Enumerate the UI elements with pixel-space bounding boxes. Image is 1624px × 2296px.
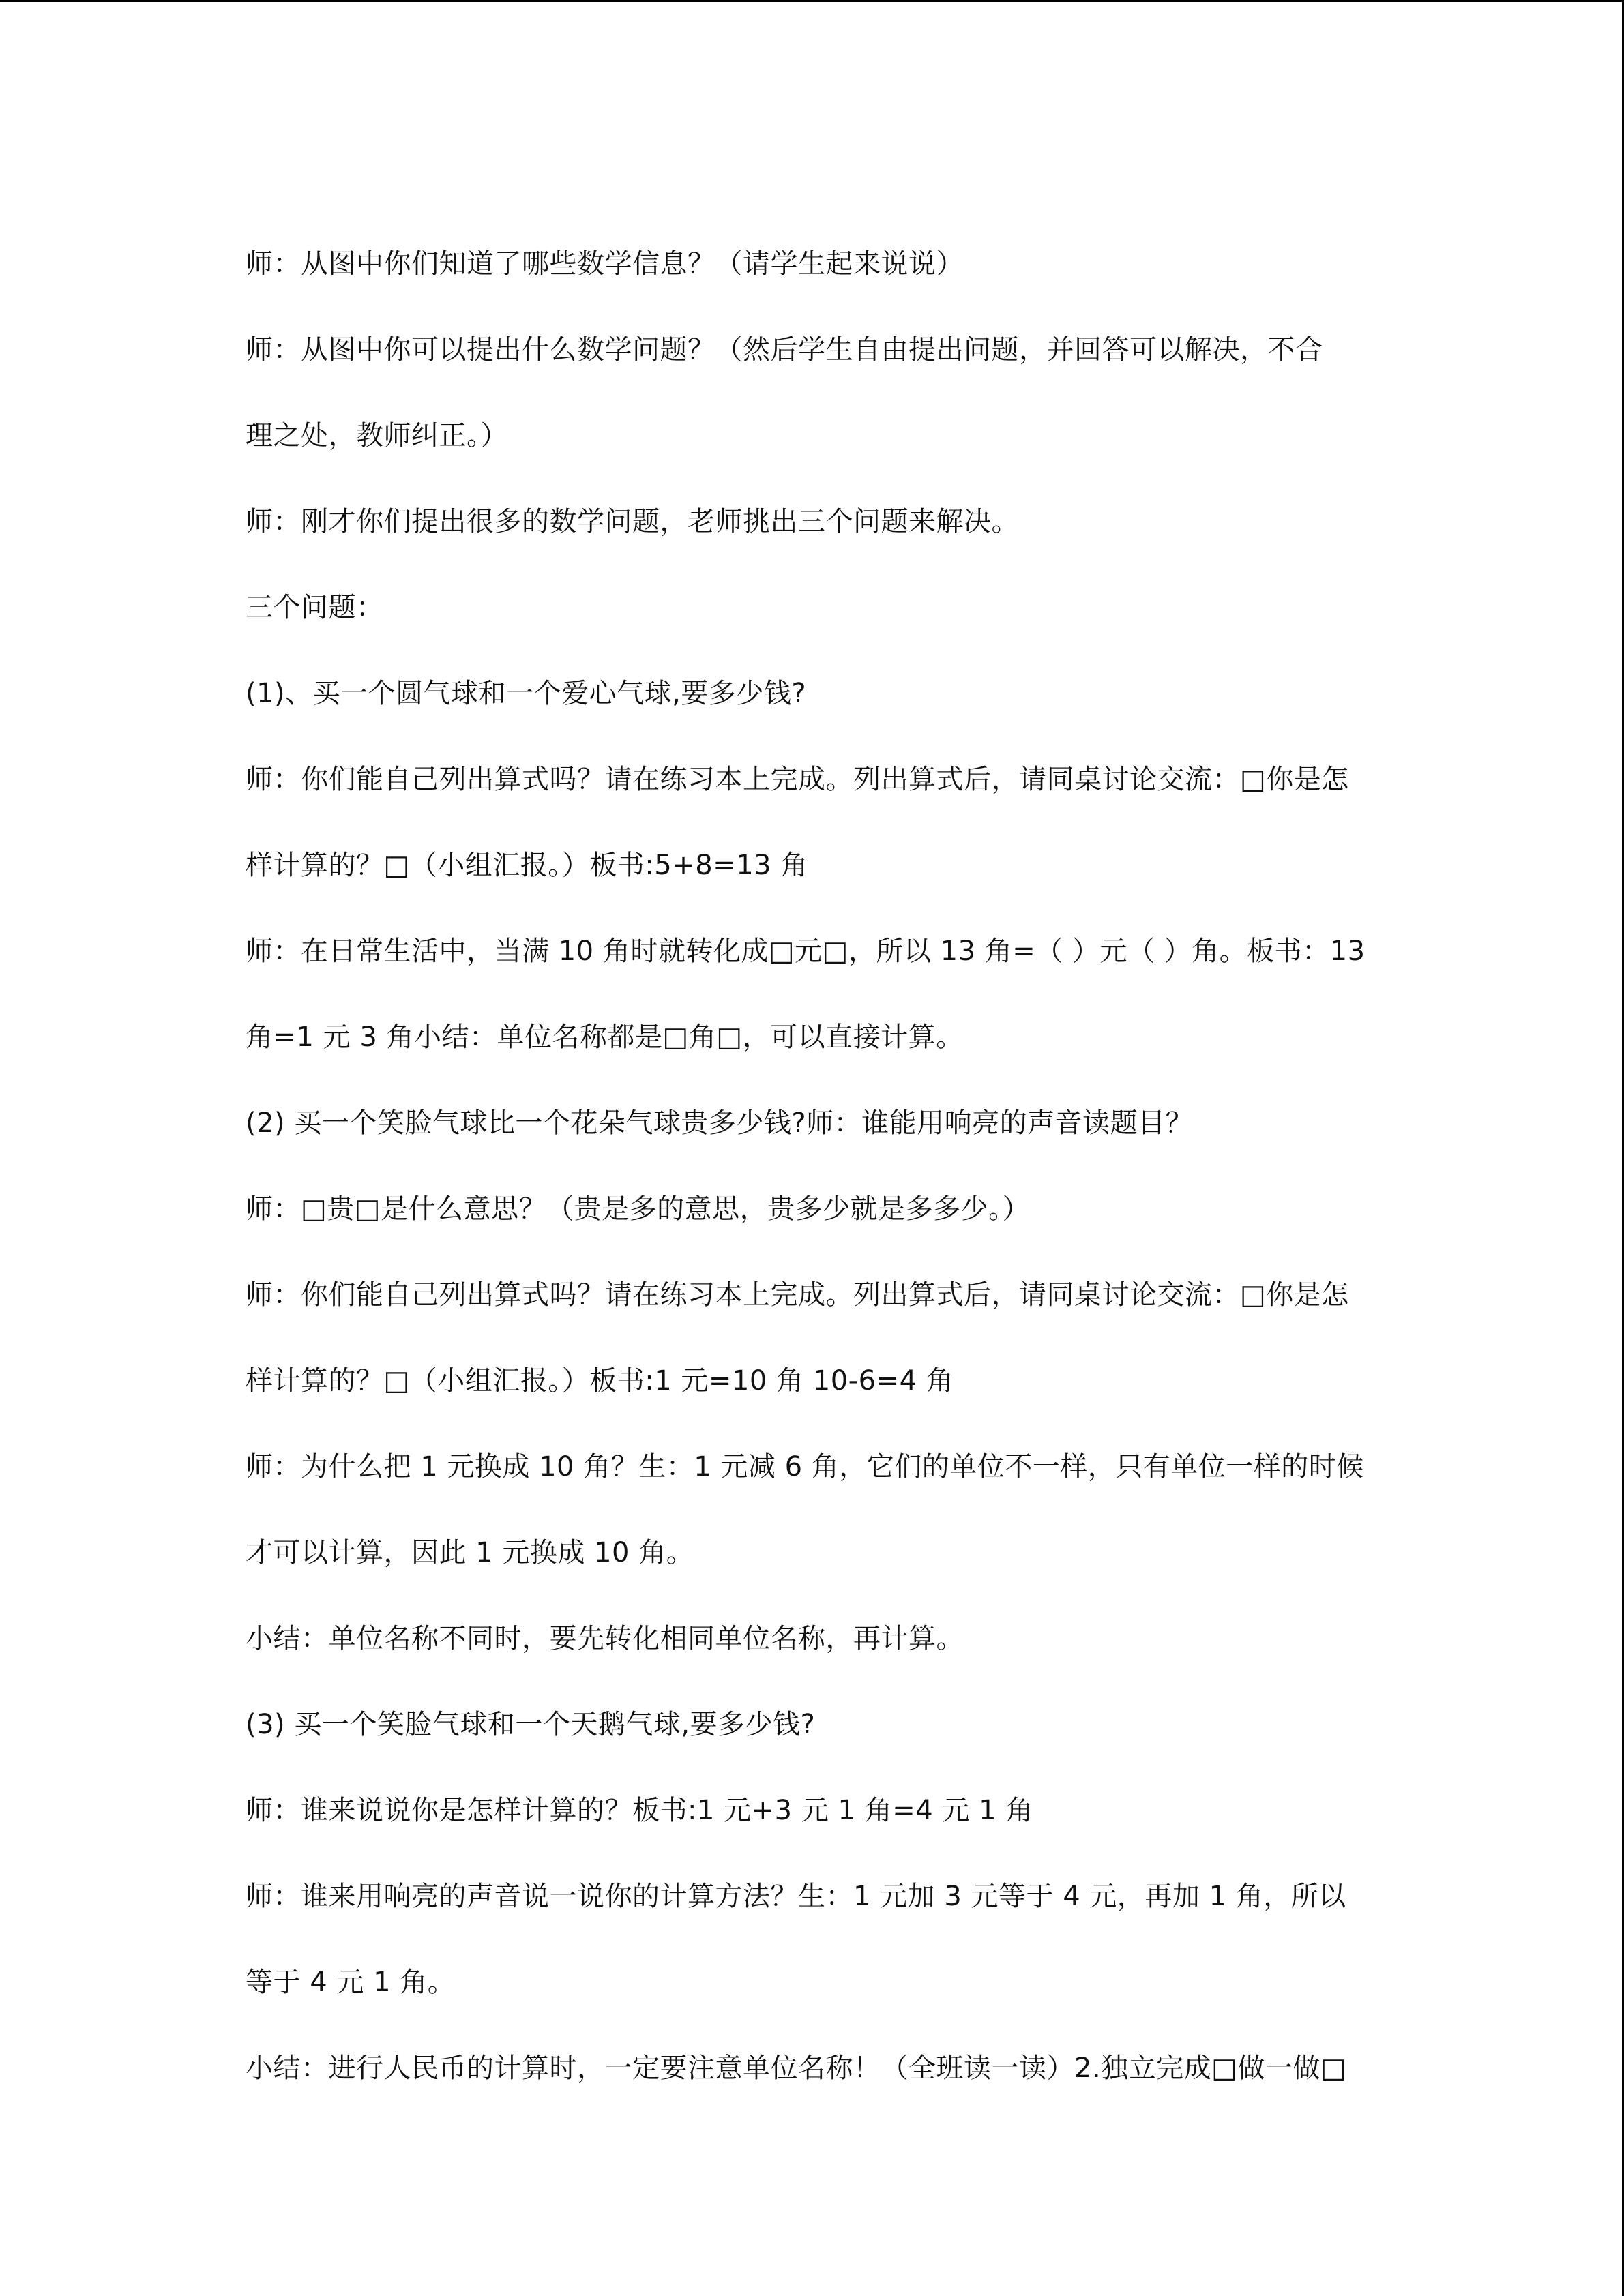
text-line: 小结：进行人民币的计算时，一定要注意单位名称！（全班读一读）2.独立完成□做一做□ bbox=[246, 2053, 1347, 2084]
text-line: 师：在日常生活中，当满 10 角时就转化成□元□，所以 13 角=（ ）元（ ）角。板书：13 bbox=[246, 936, 1365, 967]
text-line: 小结：单位名称不同时，要先转化相同单位名称，再计算。 bbox=[246, 1623, 964, 1654]
question-1-heading: (1)、买一个圆气球和一个爱心气球,要多少钱? bbox=[246, 678, 807, 709]
text-line: 等于 4 元 1 角。 bbox=[246, 1967, 456, 1998]
text-line: 样计算的？□（小组汇报。）板书:1 元=10 角 10-6=4 角 bbox=[246, 1365, 954, 1397]
text-line: 才可以计算，因此 1 元换成 10 角。 bbox=[246, 1537, 694, 1568]
text-line: 理之处，教师纠正。） bbox=[246, 420, 508, 451]
text-line: 师：谁来说说你是怎样计算的？板书:1 元+3 元 1 角=4 元 1 角 bbox=[246, 1795, 1033, 1826]
question-2-heading: (2) 买一个笑脸气球比一个花朵气球贵多少钱?师：谁能用响亮的声音读题目？ bbox=[246, 1107, 1194, 1139]
text-line: 师：从图中你们知道了哪些数学信息？（请学生起来说说） bbox=[246, 248, 964, 280]
text-line: 师：为什么把 1 元换成 10 角？生：1 元减 6 角，它们的单位不一样，只有单位一样的时候 bbox=[246, 1451, 1364, 1482]
text-line: 师：谁来用响亮的声音说一说你的计算方法？生：1 元加 3 元等于 4 元，再加 1 角，所以 bbox=[246, 1881, 1346, 1912]
text-line: 角=1 元 3 角小结：单位名称都是□角□，可以直接计算。 bbox=[246, 1022, 964, 1053]
text-line: 三个问题： bbox=[246, 592, 384, 623]
text-line: 师：从图中你可以提出什么数学问题？（然后学生自由提出问题，并回答可以解决，不合 bbox=[246, 334, 1323, 366]
page-top-border bbox=[0, 0, 1624, 2]
text-line: 师：你们能自己列出算式吗？请在练习本上完成。列出算式后，请同桌讨论交流：□你是怎 bbox=[246, 1279, 1349, 1311]
document-body bbox=[246, 242, 1378, 2132]
text-line: 师：刚才你们提出很多的数学问题，老师挑出三个问题来解决。 bbox=[246, 506, 1019, 537]
text-line: 师：□贵□是什么意思？（贵是多的意思，贵多少就是多多少。） bbox=[246, 1193, 1031, 1225]
question-3-heading: (3) 买一个笑脸气球和一个天鹅气球,要多少钱? bbox=[246, 1709, 816, 1740]
text-line: 样计算的？□（小组汇报。）板书:5+8=13 角 bbox=[246, 850, 808, 881]
text-line: 师：你们能自己列出算式吗？请在练习本上完成。列出算式后，请同桌讨论交流：□你是怎 bbox=[246, 764, 1349, 795]
